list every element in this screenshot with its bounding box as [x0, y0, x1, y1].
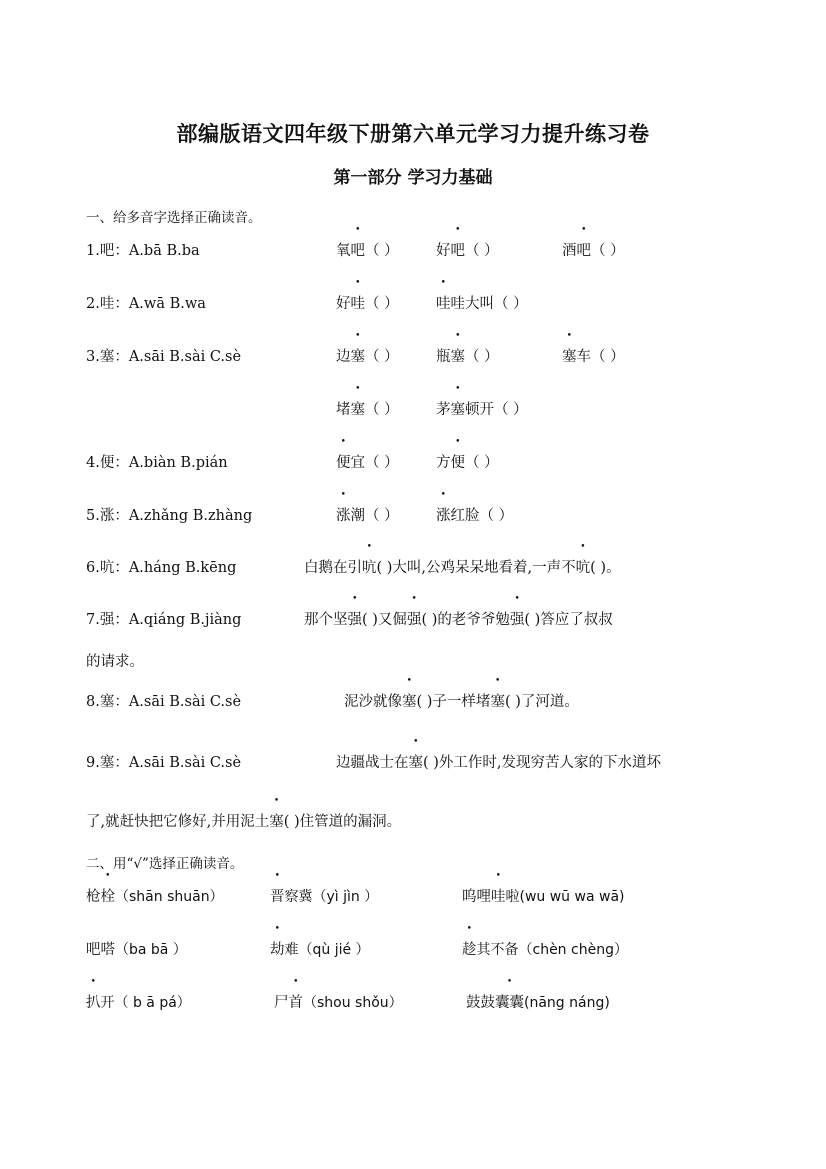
question-4-word-1: 便宜（ ）: [336, 455, 399, 471]
pinyin-item: 枪栓（shān shuān）: [86, 889, 224, 905]
question-3-word-2: 瓶塞（ ）: [436, 349, 499, 365]
part-subtitle: 第一部分 学习力基础: [333, 168, 493, 188]
pinyin-item: 晋察冀（yì jìn ）: [270, 889, 379, 905]
question-9-sentence-continued: 了,就赶快把它修好,并用泥土塞( )住管道的漏洞。: [86, 814, 402, 830]
question-2-head: 2.哇：A.wā B.wa: [86, 296, 206, 312]
pinyin-item: 趁其不备（chèn chèng）: [462, 942, 628, 958]
question-4-word-2: 方便（ ）: [436, 455, 499, 471]
question-5-word-2: 涨红脸（ ）: [436, 508, 514, 524]
question-9-sentence: 边疆战士在塞( )外工作时,发现穷苦人家的下水道坏: [336, 755, 662, 771]
section-heading-1: 一、给多音字选择正确读音。: [86, 210, 262, 226]
question-3-word-1: 边塞（ ）: [336, 349, 399, 365]
question-1-word-2: 好吧（ ）: [436, 243, 499, 259]
document-title: 部编版语文四年级下册第六单元学习力提升练习卷: [176, 122, 650, 146]
question-2-word-2: 哇哇大叫（ ）: [436, 296, 528, 312]
question-5-word-1: 涨潮（ ）: [336, 508, 399, 524]
pinyin-item: 鼓鼓囊囊(nāng náng): [466, 995, 610, 1011]
question-7-sentence: 那个坚强( )又倔强( )的老爷爷勉强( )答应了叔叔: [304, 612, 613, 628]
question-3-word-4: 堵塞（ ）: [336, 402, 399, 418]
pinyin-item: 呜哩哇啦(wu wū wa wā): [462, 889, 625, 905]
question-3-word-3: 塞车（ ）: [562, 349, 625, 365]
question-1-word-1: 氧吧（ ）: [336, 243, 399, 259]
section-heading-2: 二、用“√”选择正确读音。: [86, 856, 244, 872]
pinyin-item: 吧嗒（ba bā ）: [86, 942, 187, 958]
pinyin-item: 劫难（qù jié ）: [270, 942, 370, 958]
question-1-word-3: 酒吧（ ）: [562, 243, 625, 259]
pinyin-item: 扒开（ b ā pá）: [86, 995, 191, 1011]
question-8-head: 8.塞：A.sāi B.sài C.sè: [86, 694, 242, 710]
question-8-sentence: 泥沙就像塞( )子一样堵塞( )了河道。: [344, 694, 579, 710]
question-1-head: 1.吧：A.bā B.ba: [86, 243, 200, 259]
pinyin-item: 尸首（shou shǒu）: [274, 995, 403, 1011]
question-6-sentence: 白鹅在引吭( )大叫,公鸡呆呆地看着,一声不吭( )。: [304, 560, 621, 576]
question-3-word-5: 茅塞顿开（ ）: [436, 402, 528, 418]
question-7-sentence-continued: 的请求。: [86, 654, 144, 670]
question-4-head: 4.便：A.biàn B.pián: [86, 455, 228, 471]
question-7-head: 7.强：A.qiáng B.jiàng: [86, 612, 242, 628]
question-5-head: 5.涨：A.zhǎng B.zhàng: [86, 508, 253, 524]
question-2-word-1: 好哇（ ）: [336, 296, 399, 312]
question-6-head: 6.吭：A.háng B.kēng: [86, 560, 237, 576]
question-9-head: 9.塞：A.sāi B.sài C.sè: [86, 755, 242, 771]
question-3-head: 3.塞：A.sāi B.sài C.sè: [86, 349, 242, 365]
